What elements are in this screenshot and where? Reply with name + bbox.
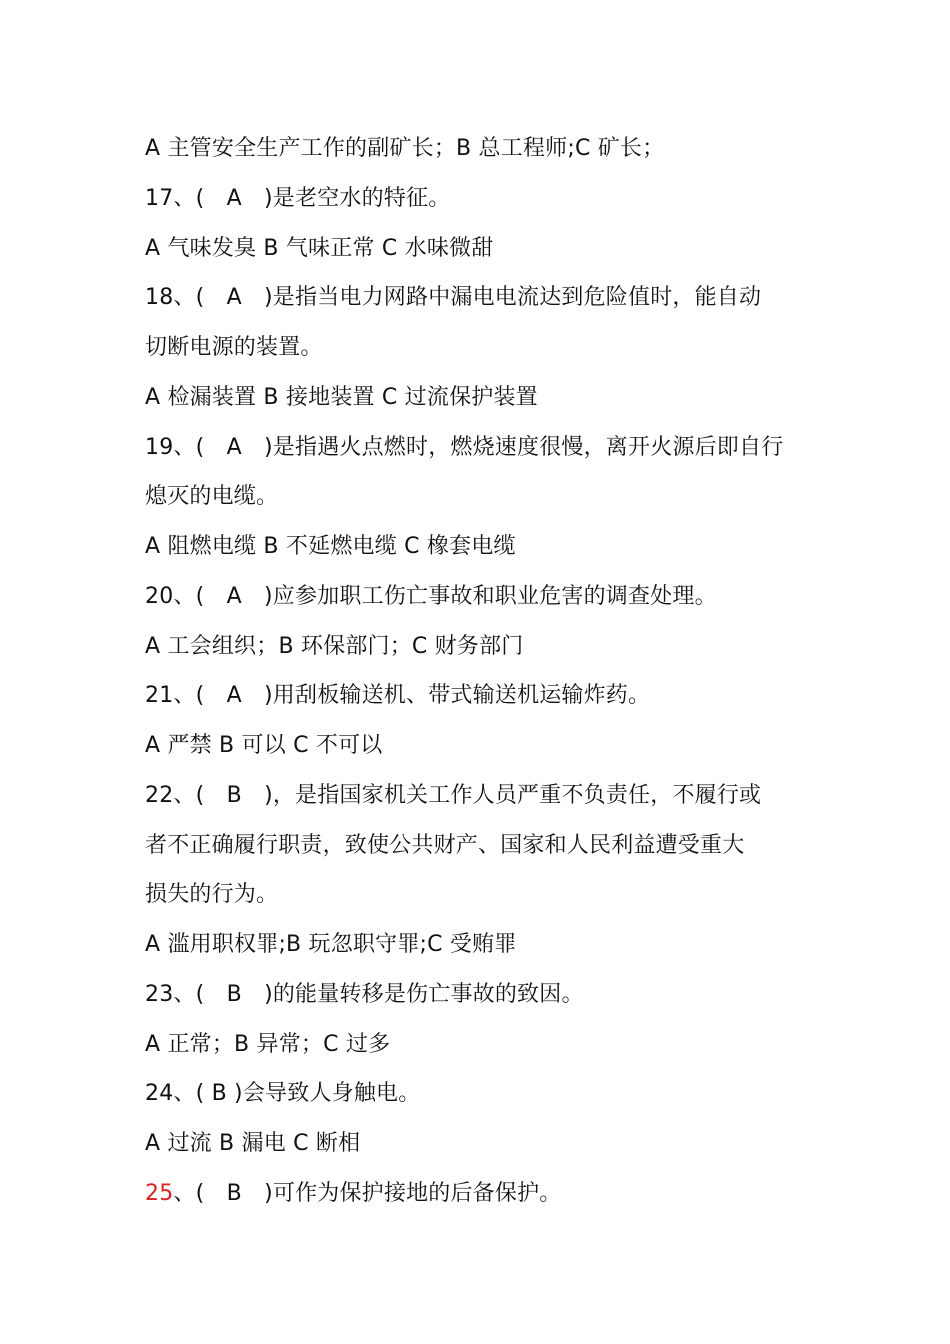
question-23: 23、( B )的能量转移是伤亡事故的致因。 [145, 981, 584, 1007]
question-number-25: 25 [145, 1180, 174, 1206]
options-20: A 工会组织；B 环保部门；C 财务部门 [145, 633, 524, 659]
options-17: A 气味发臭 B 气味正常 C 水味微甜 [145, 235, 494, 261]
question-17: 17、( A )是老空水的特征。 [145, 185, 451, 211]
options-19: A 阻燃电缆 B 不延燃电缆 C 橡套电缆 [145, 534, 516, 559]
question-18: 18、( A )是指当电力网路中漏电电流达到危险值时，能自动 [145, 285, 762, 311]
question-22-continued-2: 损失的行为。 [145, 882, 279, 908]
question-22-continued: 者不正确履行职责，致使公共财产、国家和人民利益遭受重大 [145, 832, 745, 858]
options-21: A 严禁 B 可以 C 不可以 [145, 733, 383, 758]
question-21: 21、( A )用刮板输送机、带式输送机运输炸药。 [145, 683, 651, 709]
question-25 [145, 1169, 835, 1219]
question-25-text: 、( B )可作为保护接地的后备保护。 [173, 1180, 562, 1206]
document-body [145, 124, 835, 1219]
question-22: 22、( B )，是指国家机关工作人员严重不负责任，不履行或 [145, 782, 762, 808]
question-20: 20、( A )应参加职工伤亡事故和职业危害的调查处理。 [145, 583, 717, 609]
options-24: A 过流 B 漏电 C 断相 [145, 1131, 361, 1156]
options-18: A 检漏装置 B 接地装置 C 过流保护装置 [145, 384, 538, 410]
question-19-continued: 熄灭的电缆。 [145, 484, 279, 510]
question-19: 19、( A )是指遇火点燃时，燃烧速度很慢，离开火源后即自行 [145, 434, 784, 460]
text-line: A 主管安全生产工作的副矿长；B 总工程师;C 矿长； [145, 136, 665, 161]
options-22: A 滥用职权罪;B 玩忽职守罪;C 受贿罪 [145, 932, 517, 957]
options-23: A 正常；B 异常；C 过多 [145, 1031, 391, 1057]
question-24: 24、( B )会导致人身触电。 [145, 1081, 421, 1107]
question-18-continued: 切断电源的装置。 [145, 335, 323, 360]
